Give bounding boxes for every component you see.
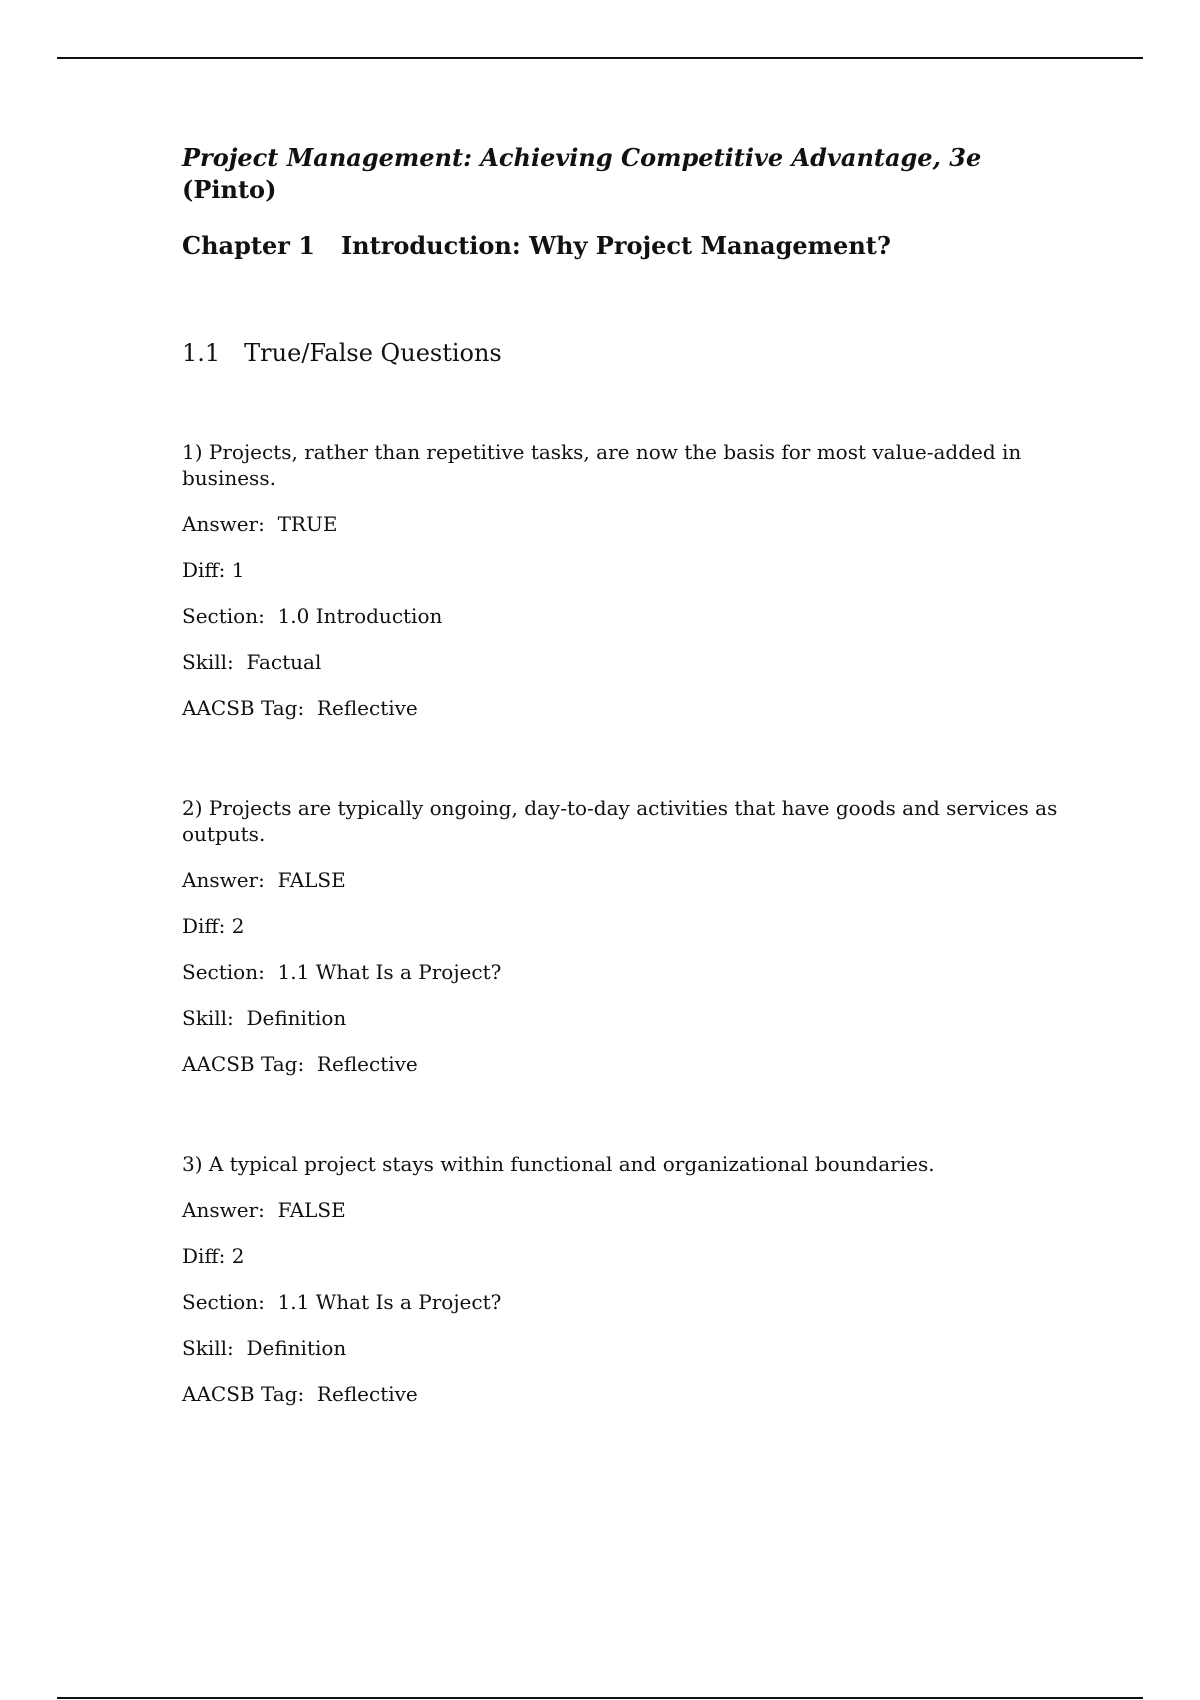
skill-line (182, 1335, 1062, 1361)
skill-line (182, 649, 1062, 675)
answer-label: Answer: (182, 512, 278, 536)
aacsb-line (182, 1381, 1062, 1407)
diff-line (182, 557, 1062, 583)
section-line (182, 1289, 1062, 1315)
skill-label: Skill: (182, 650, 247, 674)
section-label: Section: (182, 960, 278, 984)
chapter-heading (182, 230, 1062, 262)
diff-line (182, 913, 1062, 939)
aacsb-label: AACSB Tag: (182, 696, 317, 720)
answer-value: TRUE (277, 512, 338, 536)
skill-line (182, 1005, 1062, 1031)
skill-value: Factual (246, 650, 322, 674)
question-item (182, 439, 1062, 721)
question-item (182, 795, 1062, 1077)
section-title: True/False Questions (244, 339, 502, 367)
section-number: 1.1 (182, 339, 221, 367)
answer-label: Answer: (182, 1198, 278, 1222)
answer-line (182, 1197, 1062, 1223)
answer-value: FALSE (277, 868, 346, 892)
question-text: 2) Projects are typically ongoing, day-to-day activities that have goods and services as outputs. (182, 796, 1058, 846)
header-rule (57, 57, 1143, 59)
diff-label: Diff: (182, 914, 232, 938)
book-title (182, 142, 1062, 206)
diff-value: 1 (231, 558, 245, 582)
section-line (182, 959, 1062, 985)
aacsb-value: Reflective (316, 1052, 418, 1076)
diff-value: 2 (231, 1244, 245, 1268)
answer-line (182, 511, 1062, 537)
question-item (182, 1151, 1062, 1407)
aacsb-line (182, 695, 1062, 721)
aacsb-line (182, 1051, 1062, 1077)
section-label: Section: (182, 604, 278, 628)
page-content (182, 142, 1062, 1407)
section-label: Section: (182, 1290, 278, 1314)
question-text: 3) A typical project stays within functional and organizational boundaries. (182, 1152, 935, 1176)
question-list (182, 439, 1062, 1407)
answer-value: FALSE (277, 1198, 346, 1222)
aacsb-value: Reflective (316, 696, 418, 720)
skill-label: Skill: (182, 1006, 247, 1030)
chapter-number: Chapter 1 (182, 231, 315, 260)
question-text: 1) Projects, rather than repetitive tasks, are now the basis for most value-added in business. (182, 440, 1022, 490)
diff-label: Diff: (182, 1244, 232, 1268)
skill-value: Definition (246, 1006, 347, 1030)
section-line (182, 603, 1062, 629)
diff-line (182, 1243, 1062, 1269)
section-value: 1.1 What Is a Project? (277, 960, 502, 984)
answer-line (182, 867, 1062, 893)
aacsb-label: AACSB Tag: (182, 1382, 317, 1406)
diff-label: Diff: (182, 558, 232, 582)
section-value: 1.1 What Is a Project? (277, 1290, 502, 1314)
diff-value: 2 (231, 914, 245, 938)
book-title-author: (Pinto) (182, 175, 277, 204)
section-heading (182, 337, 1062, 369)
answer-label: Answer: (182, 868, 278, 892)
skill-label: Skill: (182, 1336, 247, 1360)
footer-rule (57, 1697, 1143, 1699)
book-title-main: Project Management: Achieving Competitive Advantage, 3e (182, 143, 982, 172)
aacsb-label: AACSB Tag: (182, 1052, 317, 1076)
aacsb-value: Reflective (316, 1382, 418, 1406)
section-value: 1.0 Introduction (277, 604, 443, 628)
skill-value: Definition (246, 1336, 347, 1360)
chapter-title: Introduction: Why Project Management? (340, 231, 891, 260)
